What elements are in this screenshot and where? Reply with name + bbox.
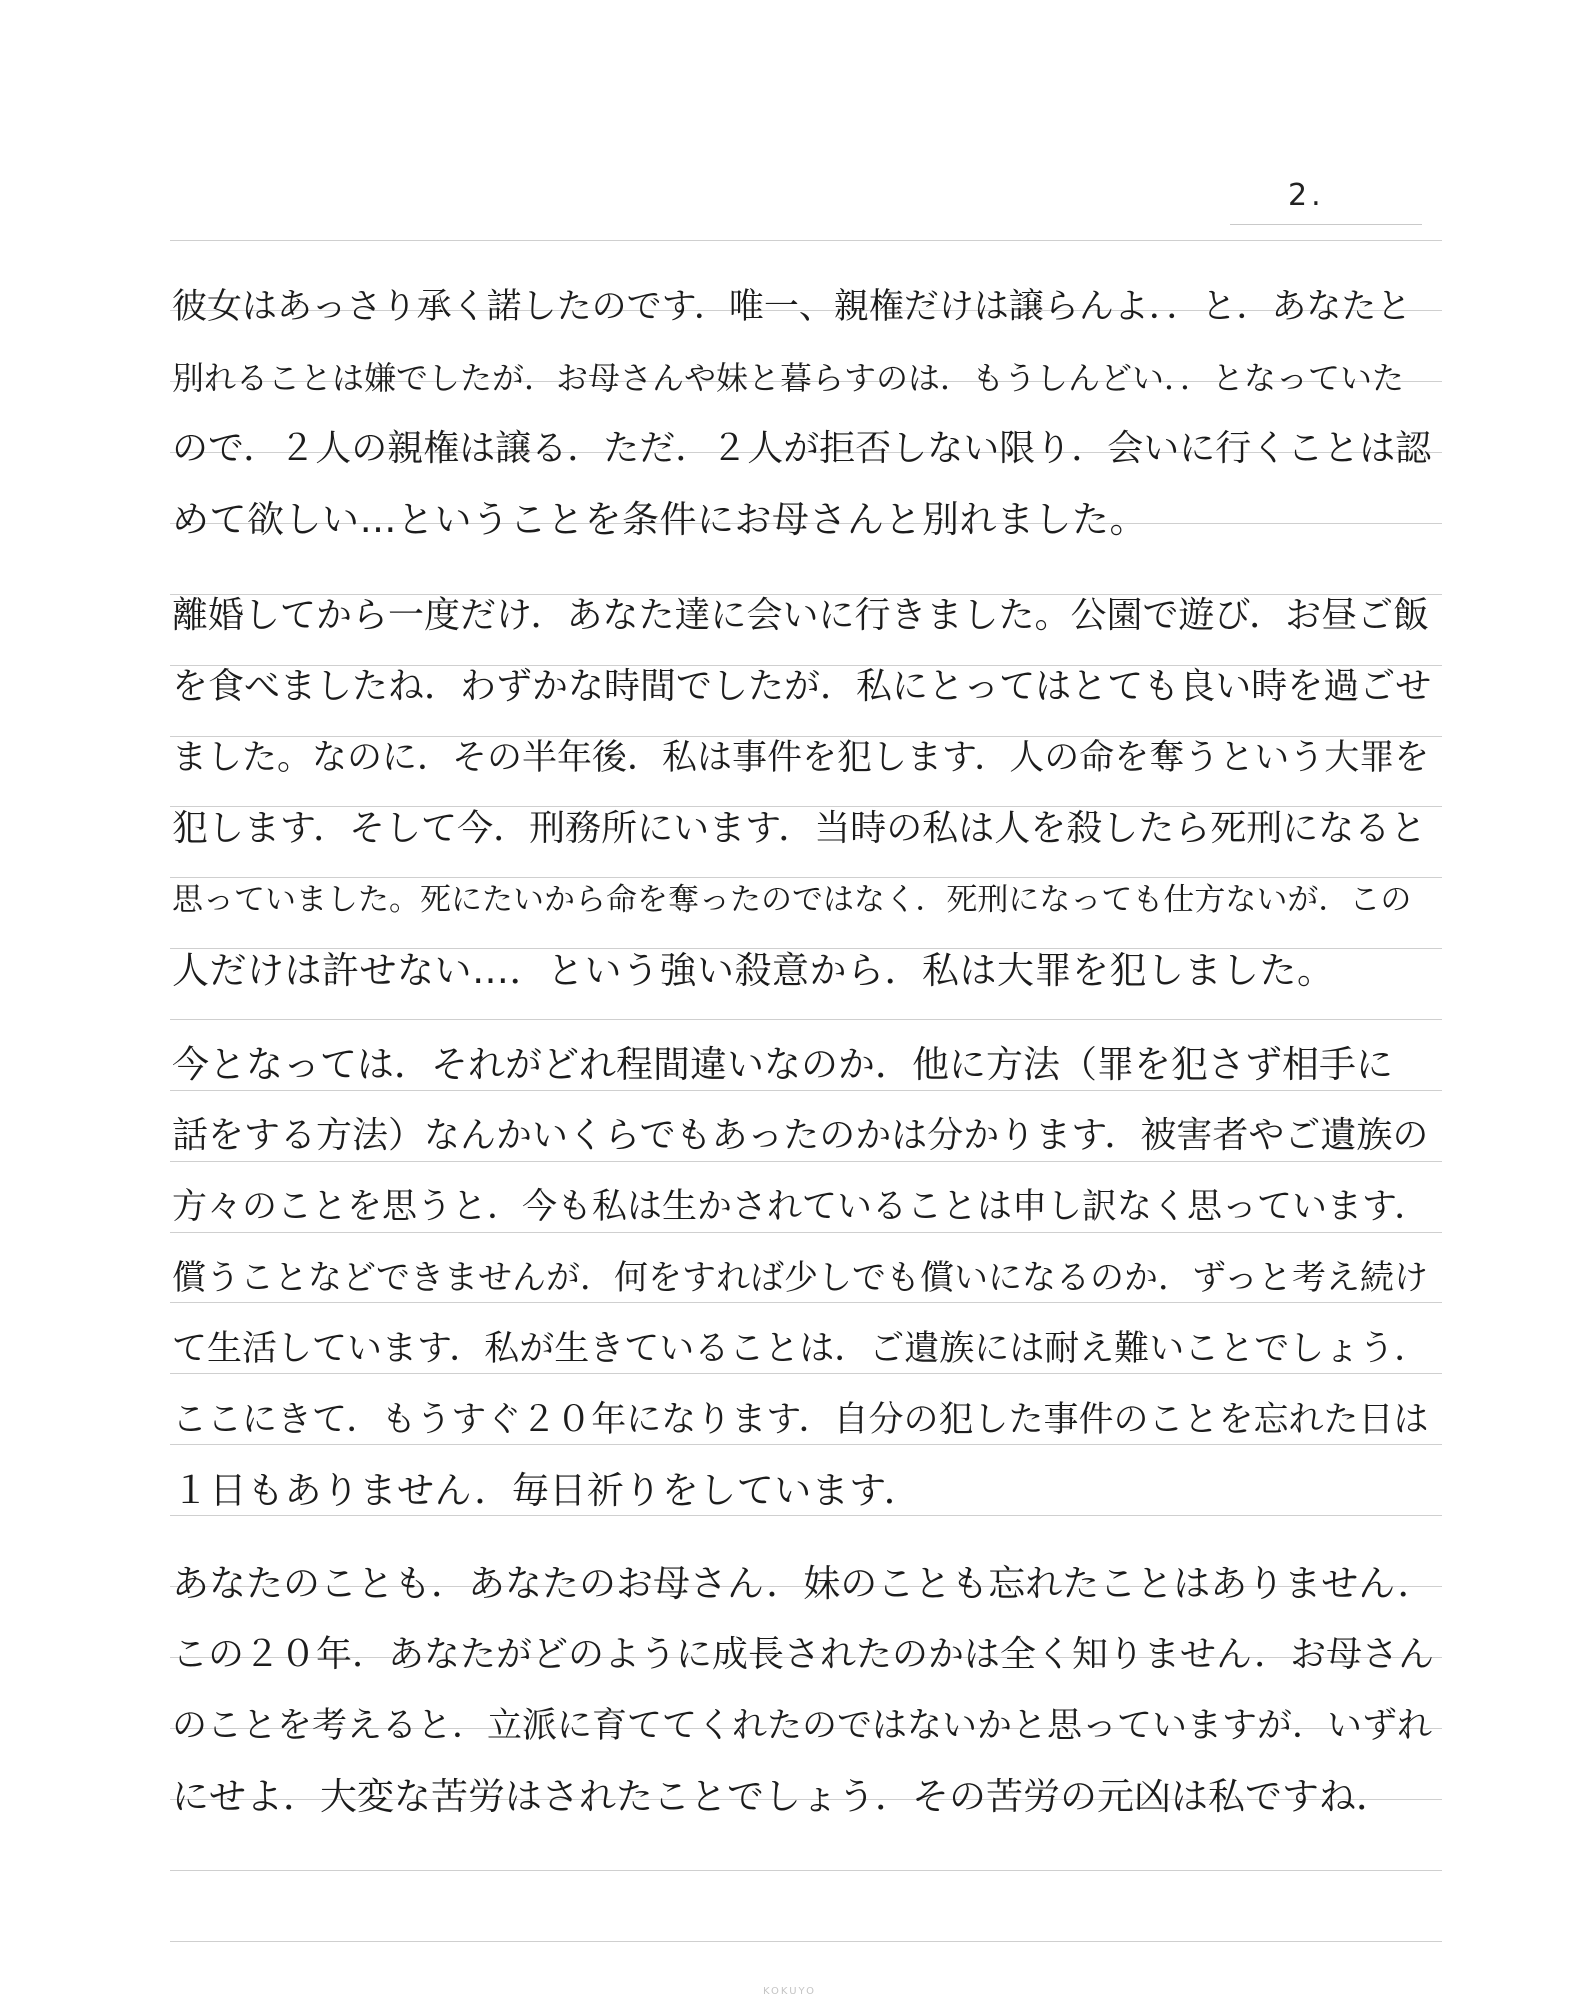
brand-watermark: KOKUYO <box>763 1986 816 1997</box>
ruled-line <box>170 1870 1442 1871</box>
text-line: 彼女はあっさり承く諾したのです．唯一、親権だけは譲らんよ．．と．あなたと <box>172 287 1412 327</box>
text-line: めて欲しい…ということを条件にお母さんと別れました。 <box>172 498 1147 541</box>
text-line: 思っていました。死にたいから命を奪ったのではなく．死刑になっても仕方ないが．この <box>172 882 1412 918</box>
text-line: あなたのことも．あなたのお母さん．妹のことも忘れたことはありません． <box>172 1562 1435 1605</box>
text-line: １日もありません．毎日祈りをしています． <box>172 1469 922 1512</box>
page-number-rule <box>1230 224 1422 225</box>
text-line: 償うことなどできませんが．何をすれば少しでも償いになるのか．ずっと考え続け <box>172 1258 1428 1298</box>
text-line: 犯します．そして今．刑務所にいます．当時の私は人を殺したら死刑になると <box>172 808 1427 849</box>
text-line: て生活しています．私が生きていることは．ご遺族には耐え難いことでしょう． <box>172 1329 1430 1369</box>
text-line: 方々のことを思うと．今も私は生かされていることは申し訳なく思っています． <box>172 1187 1430 1227</box>
text-line: にせよ．大変な苦労はされたことでしょう．その苦労の元凶は私ですね． <box>172 1775 1393 1818</box>
text-line: のことを考えると．立派に育ててくれたのではないかと思っていますが．いずれ <box>172 1706 1433 1746</box>
text-line: ここにきて．もうすぐ２０年になります．自分の犯した事件のことを忘れた日は <box>172 1400 1429 1440</box>
text-line: を食べましたね．わずかな時間でしたが．私にとってはとても良い時を過ごせ <box>172 666 1432 707</box>
text-line: ました。なのに．その半年後．私は事件を犯します．人の命を奪うという大罪を <box>172 738 1430 778</box>
text-line: この２０年．あなたがどのように成長されたのかは全く知りません．お母さん <box>172 1634 1435 1675</box>
text-line: ので．２人の親権は譲る．ただ．２人が拒否しない限り．会いに行くことは認 <box>172 428 1432 469</box>
text-line: 人だけは許せない…．という強い殺意から．私は大罪を犯しました。 <box>172 949 1335 992</box>
text-line: 別れることは嫌でしたが．お母さんや妹と暮らすのは．もうしんどい．．となっていた <box>172 359 1405 397</box>
ruled-line <box>170 1941 1442 1942</box>
ruled-line <box>170 1019 1442 1020</box>
text-line: 話をする方法）なんかいくらでもあったのかは分かります．被害者やご遺族の <box>172 1115 1429 1156</box>
ruled-line <box>170 240 1442 241</box>
text-line: 今となっては．それがどれ程間違いなのか．他に方法（罪を犯さず相手に <box>172 1043 1393 1086</box>
text-line: 離婚してから一度だけ．あなた達に会いに行きました。公園で遊び．お昼ご飯 <box>172 595 1430 636</box>
page-number: 2. <box>1288 178 1325 213</box>
